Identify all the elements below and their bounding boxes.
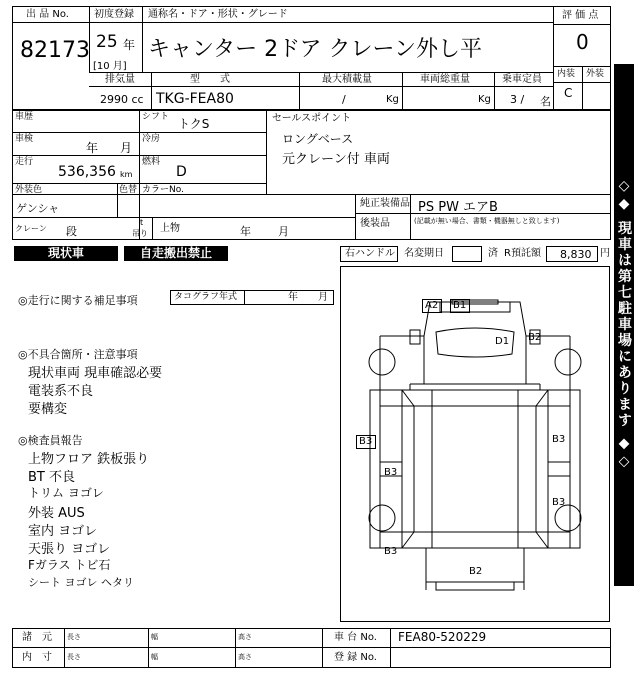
color-no-label: カラーNo. [142,185,184,195]
chassis-label: 車 台 No. [334,632,377,643]
dims-label: 諸 元 [22,632,52,643]
recycle-fee: 8,830 [560,248,592,261]
mark-b3-right-upper: B3 [552,434,566,445]
defects-label: ◎不具合箇所・注意事項 [18,348,138,361]
current-car-badge: 現状車 [14,246,118,261]
type-label: 型 式 [190,74,230,85]
capacity-value: 3 / [510,93,525,106]
name-change-field [452,246,482,262]
upper-month: 月 [278,225,289,238]
model-name-label: 通称名・ドア・形状・グレード [148,9,288,20]
mark-b3-left-bottom: B3 [384,546,398,557]
history-label: 車歴 [15,112,34,122]
upper-label: 上物 [160,223,180,234]
aftermarket-label: 後装品 [360,218,390,229]
lot-label: 出 品 No. [26,9,69,20]
sales-point-2: 元クレーン付 車両 [282,152,390,167]
sales-point-1: ロングベース [282,132,354,146]
length-label: 長さ [67,633,81,641]
mark-b1: B1 [453,300,467,311]
inspector-label: ◎検査員報告 [18,434,83,447]
ac-label: 冷房 [142,134,161,144]
genuine-equipment-label: 純正装備品 [360,198,410,209]
mileage-label: 走行 [15,157,34,167]
sales-points-label: セールスポイント [272,113,352,124]
upper-year: 年 [240,225,251,238]
score-value: 0 [576,30,589,54]
inspector-line: 上物フロア 鉄板張り [28,452,150,467]
width-label: 幅 [151,653,158,661]
inspector-line: トリム ヨゴレ [28,486,104,500]
recycle-done-label: 済 [488,248,498,259]
recycle-unit: 円 [600,248,610,259]
fuel-label: 燃料 [142,157,161,167]
side-banner: ◇◆ 現車は第七駐車場にあります ◆◇ [614,64,634,586]
recycle-fee-label: R預託額 [504,248,541,259]
reg-year-unit: 年 [123,38,136,52]
defect-line: 電装系不良 [28,384,94,399]
interior-grade: C [564,86,573,100]
mileage-unit: km [120,170,133,179]
mark-b3-right-lower: B3 [552,497,566,508]
height-label: 高さ [238,653,252,661]
length-label: 長さ [67,653,81,661]
mark-b2-top: B2 [528,332,542,343]
reg-no-label: 登 録 No. [334,652,377,663]
name-change-label: 名変期日 [404,248,444,259]
footer-frame [12,628,611,668]
type-value: TKG-FEA80 [156,91,234,107]
height-label: 高さ [238,633,252,641]
inspector-line: 天張り ヨゴレ [28,542,111,557]
tacho-year: 年 [288,292,298,303]
defect-line: 要構変 [28,402,68,417]
max-load-unit: Kg [386,94,399,105]
fuel-value: D [176,164,187,180]
inspector-line: Fガラス トビ石 [28,558,111,572]
reg-month: [10 月] [93,61,127,72]
reg-year: 25 [96,32,118,52]
inspection-year: 年 [86,141,99,155]
lot-number: 82173 [20,38,90,63]
running-notes-label: ◎走行に関する補足事項 [18,294,138,307]
max-load-value: / [342,93,346,106]
displacement-label: 排気量 [105,74,135,85]
mark-d1: D1 [495,336,510,347]
model-name: キャンター 2ドア クレーン外し平 [148,37,483,62]
tacho-month: 月 [318,292,328,303]
mileage-value: 536,356 [58,164,116,180]
inspector-line: 室内 ヨゴレ [28,524,98,539]
capacity-label: 乗車定員 [502,74,542,85]
exterior-color: ゲンシャ [16,202,60,215]
first-reg-label: 初度登録 [94,9,134,20]
mark-a2: A2 [425,300,439,311]
inspector-line: BT 不良 [28,470,75,485]
tacho-label: タコグラフ年式 [174,292,238,302]
inspector-line: シート ヨゴレ ヘタリ [28,576,134,589]
mark-b3-left-box: B3 [359,436,373,447]
gross-weight-unit: Kg [478,94,491,105]
shift-label: シフト [142,112,170,122]
mark-b2-bottom: B2 [469,566,483,577]
inner-label: 内 寸 [22,652,52,663]
gross-weight-label: 車両総重量 [420,74,470,85]
score-label: 評 価 点 [562,10,599,21]
shift-value: トクS [178,117,210,131]
aftermarket-note: (記載が無い場合、書類・機器無しと致します) [414,217,560,225]
interior-label: 内装 [557,69,576,79]
crane-hoist-top: t [140,218,144,227]
exterior-color-label: 外装色 [15,185,43,195]
inspection-month: 月 [120,141,133,155]
width-label: 幅 [151,633,158,641]
mark-b3-left-mid: B3 [384,467,398,478]
color-change-label: 色替 [119,185,138,195]
defect-line: 現状車両 現車確認必要 [28,366,163,381]
crane-stage: 段 [66,225,77,238]
capacity-unit: 名 [540,95,551,108]
crane-hoist: 吊り [132,229,148,238]
right-hand-label: 右ハンドル [345,248,395,259]
displacement: 2990 cc [100,93,144,106]
crane-label: クレーン [15,224,47,233]
genuine-equipment: PS PW エアB [418,200,498,215]
exterior-label: 外装 [586,69,605,79]
inspection-label: 車検 [15,134,34,144]
chassis-number: FEA80-520229 [398,630,487,644]
max-load-label: 最大積載量 [322,74,372,85]
self-drive-banned-badge: 自走搬出禁止 [124,246,228,261]
inspector-line: 外装 AUS [28,506,85,521]
